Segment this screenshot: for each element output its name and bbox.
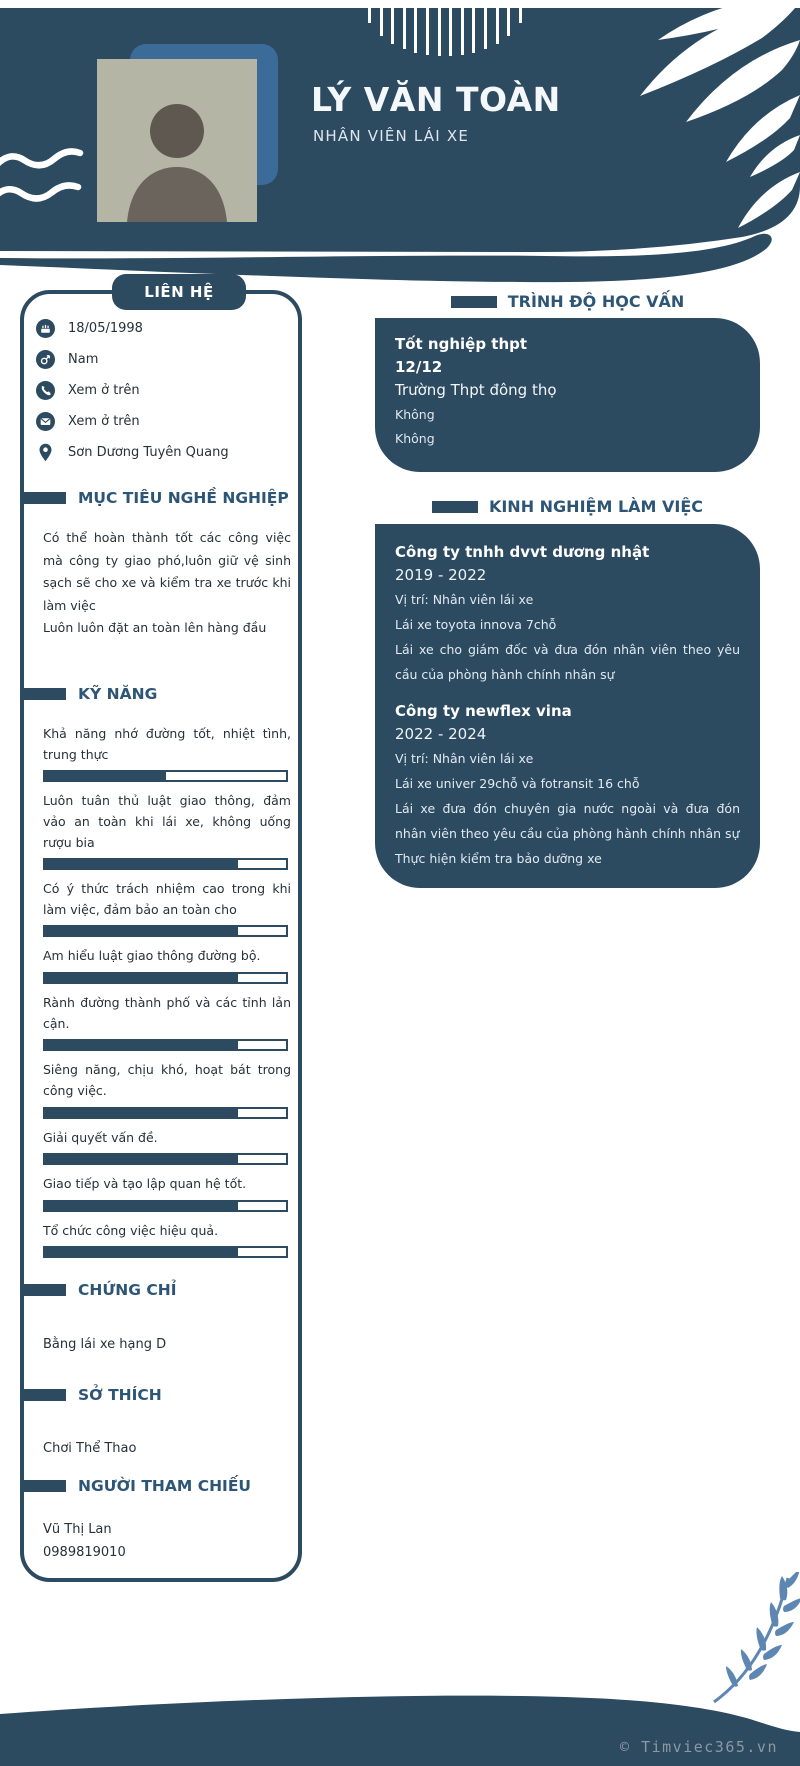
contact-item-text: Xem ở trên [68, 413, 140, 429]
education-entry [395, 332, 740, 451]
education-degree: Tốt nghiệp thpt [395, 335, 528, 353]
experience-company: Công ty tnhh dvvt dương nhật [395, 543, 650, 561]
experience-detail: Lái xe cho giám đốc và đưa đón nhân viên theo yêu cầu của phòng hành chính nhân sự [395, 642, 740, 682]
skill-bar [43, 972, 288, 984]
skill-label: Siêng năng, chịu khó, hoạt bát trong công việc. [43, 1062, 291, 1098]
footer-credit: © Timviec365.vn [620, 1738, 778, 1756]
skill-level-fill [45, 1109, 238, 1117]
contact-list [36, 318, 294, 473]
contact-item [36, 380, 294, 400]
skill-bar [43, 1246, 288, 1258]
objective-paragraph: Luôn luôn đặt an toàn lên hàng đầu [43, 620, 267, 635]
objective-paragraph: Có thể hoàn thành tốt các công việc mà công ty giao phó,luôn giữ vệ sinh sạch sẽ cho xe và kiểm tra xe trước khi làm việc [43, 530, 291, 613]
contact-item-text: Nam [68, 351, 99, 367]
experience-period: 2022 - 2024 [395, 725, 487, 743]
skill-item [43, 1060, 291, 1118]
skill-label: Có ý thức trách nhiệm cao trong khi làm việc, đảm bảo an toàn cho [43, 881, 291, 917]
skill-bar [43, 858, 288, 870]
skill-label: Khả năng nhớ đường tốt, nhiệt tình, trung thực [43, 726, 291, 762]
reference-item: Vũ Thị Lan [43, 1522, 112, 1537]
experience-company: Công ty newflex vina [395, 702, 572, 720]
skill-bar [43, 1200, 288, 1212]
skill-item [43, 993, 291, 1051]
certificates-heading-label: CHỨNG CHỈ [78, 1281, 177, 1299]
experience-detail: Lái xe toyota innova 7chỗ [395, 617, 557, 632]
certificates-heading [20, 1281, 177, 1299]
certificates-list [43, 1333, 291, 1356]
education-note: Không [395, 431, 435, 446]
experience-period: 2019 - 2022 [395, 566, 487, 584]
skill-item [43, 946, 291, 984]
experience-detail: Vị trí: Nhân viên lái xe [395, 592, 534, 607]
skill-bar [43, 1153, 288, 1165]
skill-bar [43, 1107, 288, 1119]
experience-detail: Thực hiện kiểm tra bảo dưỡng xe [395, 851, 602, 866]
contact-item [36, 318, 294, 338]
email-icon [36, 412, 55, 431]
heading-bar [432, 501, 478, 513]
experience-detail: Lái xe univer 29chỗ và fotransit 16 chỗ [395, 776, 640, 791]
profile-photo [97, 59, 257, 222]
experience-detail: Vị trí: Nhân viên lái xe [395, 751, 534, 766]
contact-heading: LIÊN HỆ [112, 274, 246, 310]
skill-label: Luôn tuân thủ luật giao thông, đảm vảo an toàn khi lái xe, không uống rượu bia [43, 793, 291, 850]
objective-heading-label: MỤC TIÊU NGHỀ NGHIỆP [78, 489, 289, 507]
heading-bar [20, 1284, 66, 1296]
skill-bar [43, 770, 288, 782]
skill-label: Giải quyết vấn đề. [43, 1129, 158, 1145]
contact-item-text: 18/05/1998 [68, 320, 143, 336]
skill-item [43, 724, 291, 782]
contact-item [36, 442, 294, 462]
person-name: LÝ VĂN TOÀN [311, 80, 561, 119]
phone-icon [36, 381, 55, 400]
skill-level-fill [45, 1248, 238, 1256]
skill-level-fill [45, 927, 238, 935]
skills-heading [20, 685, 157, 703]
birthday-icon [36, 319, 55, 338]
education-school: Trường Thpt đông thọ [395, 381, 557, 399]
contact-item-text: Sơn Dương Tuyên Quang [68, 444, 229, 460]
skill-item [43, 1221, 291, 1259]
experience-box [375, 524, 760, 888]
references-heading-label: NGƯỜI THAM CHIẾU [78, 1477, 251, 1495]
experience-heading-label: KINH NGHIỆM LÀM VIỆC [488, 497, 704, 516]
skill-item [43, 1174, 291, 1212]
skill-item [43, 879, 291, 937]
hobbies-list [43, 1437, 291, 1460]
hobby-item: Chơi Thể Thao [43, 1441, 137, 1456]
skills-list [43, 724, 291, 1267]
skill-level-fill [45, 974, 238, 982]
experience-heading [375, 497, 760, 516]
skill-level-fill [45, 1202, 238, 1210]
skill-level-fill [45, 1155, 238, 1163]
person-job-title: NHÂN VIÊN LÁI XE [313, 127, 470, 145]
objective-heading [20, 489, 289, 507]
experience-entry [395, 540, 740, 687]
education-note: Không [395, 407, 435, 422]
heading-bar [20, 1480, 66, 1492]
education-heading-label: TRÌNH ĐỘ HỌC VẤN [507, 292, 685, 311]
location-icon [36, 443, 55, 462]
contact-item-text: Xem ở trên [68, 382, 140, 398]
contact-item [36, 349, 294, 369]
certificate-item: Bằng lái xe hạng D [43, 1337, 167, 1352]
references-heading [20, 1477, 251, 1495]
skill-bar [43, 925, 288, 937]
wheat-decoration-icon [700, 1572, 800, 1704]
heading-bar [20, 1389, 66, 1401]
skill-label: Giao tiếp và tạo lập quan hệ tốt. [43, 1176, 247, 1192]
experience-detail: Lái xe đưa đón chuyên gia nước ngoài và đưa đón nhân viên theo yêu cầu của phòng hành chính nhân sự [395, 801, 740, 841]
skill-label: Rành đường thành phố và các tỉnh lản cận. [43, 995, 291, 1031]
profile-photo-placeholder [97, 59, 257, 222]
hobbies-heading-label: SỞ THÍCH [78, 1386, 162, 1404]
experience-entry [395, 699, 740, 871]
reference-item: 0989819010 [43, 1545, 126, 1560]
hobbies-heading [20, 1386, 162, 1404]
skill-level-fill [45, 860, 238, 868]
education-heading [375, 292, 760, 311]
objective-paragraphs [43, 527, 291, 640]
skill-label: Tổ chức công việc hiệu quả. [43, 1222, 219, 1238]
heading-bar [20, 492, 66, 504]
skill-label: Am hiểu luật giao thông đường bộ. [43, 948, 261, 964]
skill-level-fill [45, 772, 166, 780]
skill-level-fill [45, 1041, 238, 1049]
skills-heading-label: KỸ NĂNG [78, 685, 158, 703]
skill-item [43, 791, 291, 870]
references-list [43, 1518, 291, 1564]
skill-bar [43, 1039, 288, 1051]
heading-bar [20, 688, 66, 700]
heading-bar [451, 296, 497, 308]
education-box [375, 318, 760, 472]
gender-icon [36, 350, 55, 369]
skill-item [43, 1128, 291, 1166]
contact-item [36, 411, 294, 431]
education-grade: 12/12 [395, 358, 443, 376]
